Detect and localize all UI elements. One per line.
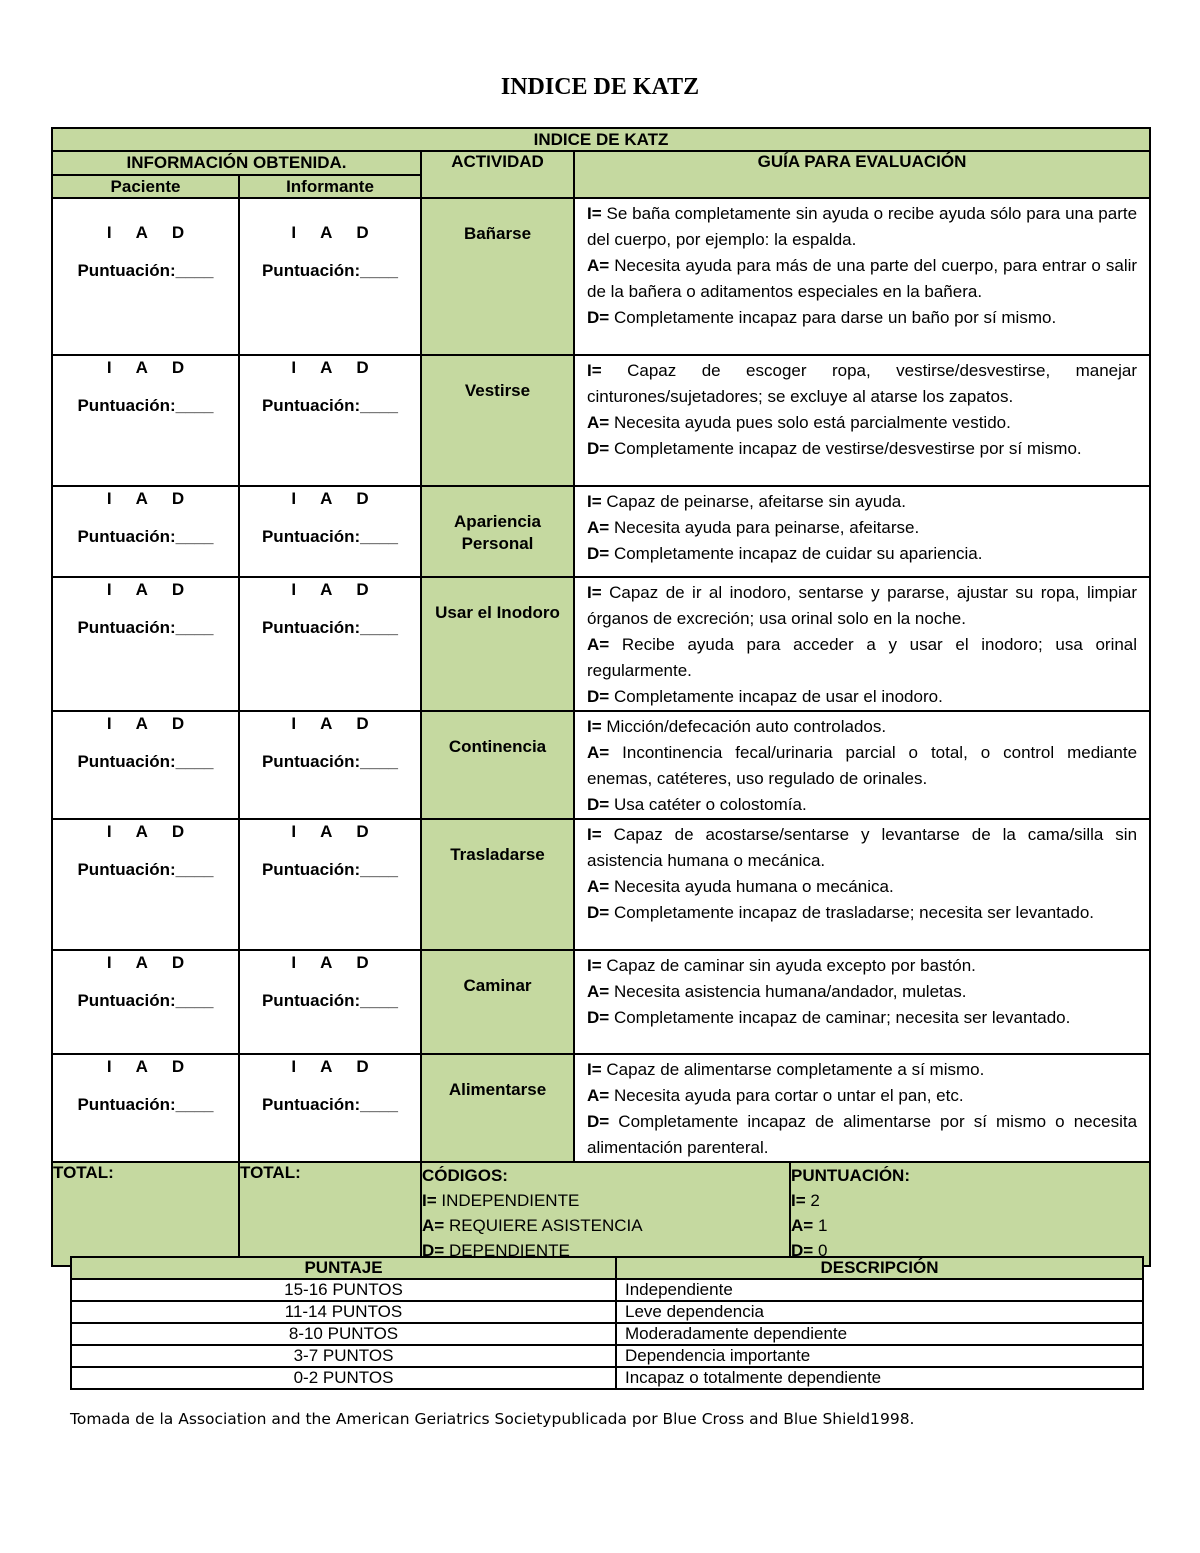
score-range: 3-7 PUNTOS — [71, 1345, 616, 1367]
iad-options[interactable]: I A D — [291, 489, 369, 508]
informante-score-cell[interactable] — [239, 355, 421, 486]
guide-code: A= — [587, 413, 610, 432]
score-label: Puntuación:____ — [77, 860, 214, 879]
points-legend — [790, 1162, 1150, 1266]
points-d: D= — [791, 1241, 814, 1260]
guide-text: Micción/defecación auto controlados. — [601, 717, 887, 736]
iad-options[interactable]: I A D — [106, 489, 185, 508]
guide-text: Completamente incapaz de usar el inodoro. — [609, 687, 943, 706]
guide-cell — [574, 950, 1150, 1054]
guide-code: I= — [587, 492, 602, 511]
guide-text: Completamente incapaz de alimentarse por sí mismo o necesita alimentación parenteral. — [587, 1112, 1138, 1157]
guide-text: Capaz de acostarse/sentarse y levantarse de la cama/silla sin asistencia humana o mecánica. — [587, 825, 1138, 870]
guide-cell — [574, 198, 1150, 355]
katz-index-table — [51, 127, 1151, 1267]
iad-options[interactable]: I A D — [106, 822, 185, 841]
informante-score-cell[interactable] — [239, 711, 421, 819]
guide-text: Necesita ayuda humana o mecánica. — [609, 877, 894, 896]
score-range: 0-2 PUNTOS — [71, 1367, 616, 1389]
guide-code: A= — [587, 743, 610, 762]
informante-score-cell[interactable] — [239, 198, 421, 355]
iad-options[interactable]: I A D — [291, 714, 369, 733]
points-i: I= — [791, 1191, 806, 1210]
informante-score-cell[interactable] — [239, 486, 421, 577]
informante-score-cell[interactable] — [239, 950, 421, 1054]
guide-cell — [574, 819, 1150, 950]
score-label: Puntuación:____ — [77, 396, 214, 415]
guide-code: I= — [587, 204, 602, 223]
code-i-text: INDEPENDIENTE — [436, 1191, 580, 1210]
score-range: 8-10 PUNTOS — [71, 1323, 616, 1345]
guide-text: Completamente incapaz de caminar; necesita ser levantado. — [609, 1008, 1071, 1027]
table-row — [71, 1323, 1143, 1345]
table-row — [52, 355, 1150, 486]
table-row — [52, 711, 1150, 819]
codes-legend — [421, 1162, 790, 1266]
guide-text: Completamente incapaz de trasladarse; necesita ser levantado. — [609, 903, 1094, 922]
guide-code: A= — [587, 982, 610, 1001]
activity-cell — [421, 577, 574, 711]
guide-code: I= — [587, 361, 602, 380]
iad-options[interactable]: I A D — [106, 580, 185, 599]
score-label: Puntuación:____ — [261, 860, 399, 879]
guide-code: I= — [587, 825, 602, 844]
col-descripcion-header: DESCRIPCIÓN — [616, 1257, 1143, 1279]
score-label: Puntuación:____ — [261, 1095, 399, 1114]
activity-cell — [421, 355, 574, 486]
iad-options[interactable]: I A D — [291, 1057, 369, 1076]
table-row — [52, 577, 1150, 711]
guide-text: Completamente incapaz de cuidar su apariencia. — [609, 544, 983, 563]
source-note: Tomada de la Association and the American Geriatrics Societypublicada por Blue Cross and Blue Shield1998. — [70, 1410, 915, 1428]
col-guia-header: GUÍA PARA EVALUACIÓN — [574, 151, 1150, 198]
guide-code: A= — [587, 1086, 610, 1105]
iad-options[interactable]: I A D — [106, 358, 185, 377]
guide-text: Se baña completamente sin ayuda o recibe ayuda sólo para una parte del cuerpo, por ejemplo: la espalda. — [587, 204, 1138, 249]
score-label: Puntuación:____ — [261, 991, 399, 1010]
guide-text: Capaz de caminar sin ayuda excepto por bastón. — [601, 956, 976, 975]
points-title: PUNTUACIÓN: — [791, 1166, 910, 1185]
paciente-score-cell[interactable] — [52, 355, 239, 486]
activity-label: Continencia — [448, 737, 547, 756]
guide-code: I= — [587, 956, 602, 975]
score-label: Puntuación:____ — [77, 1095, 214, 1114]
activity-label: Apariencia Personal — [454, 512, 541, 553]
score-label: Puntuación:____ — [77, 752, 214, 771]
guide-text: Recibe ayuda para acceder a y usar el inodoro; usa orinal regularmente. — [587, 635, 1138, 680]
guide-code: D= — [587, 439, 610, 458]
guide-text: Necesita ayuda para más de una parte del cuerpo, para entrar o salir de la bañera o aditamentos especiales en la bañera. — [587, 256, 1138, 301]
score-range: 11-14 PUNTOS — [71, 1301, 616, 1323]
guide-code: A= — [587, 635, 610, 654]
activity-cell — [421, 819, 574, 950]
guide-code: D= — [587, 903, 610, 922]
guide-cell — [574, 486, 1150, 577]
total-informante: TOTAL: — [239, 1162, 421, 1266]
guide-text: Completamente incapaz de vestirse/desvestirse por sí mismo. — [609, 439, 1082, 458]
guide-cell — [574, 711, 1150, 819]
activity-cell — [421, 950, 574, 1054]
guide-code: A= — [587, 877, 610, 896]
guide-text: Incontinencia fecal/urinaria parcial o total, o control mediante enemas, catéteres, uso regulado de orinales. — [587, 743, 1138, 788]
score-description: Moderadamente dependiente — [616, 1323, 1143, 1345]
paciente-score-cell[interactable] — [52, 711, 239, 819]
score-description: Independiente — [616, 1279, 1143, 1301]
code-d: D= — [422, 1241, 445, 1260]
table-row — [52, 950, 1150, 1054]
guide-text: Usa catéter o colostomía. — [609, 795, 807, 814]
table-row — [52, 1054, 1150, 1162]
paciente-score-cell[interactable] — [52, 577, 239, 711]
activity-cell — [421, 486, 574, 577]
guide-text: Necesita asistencia humana/andador, muletas. — [609, 982, 967, 1001]
informante-score-cell[interactable] — [239, 819, 421, 950]
informante-score-cell[interactable] — [239, 577, 421, 711]
guide-cell — [574, 355, 1150, 486]
score-label: Puntuación:____ — [77, 618, 214, 637]
activity-cell — [421, 198, 574, 355]
guide-code: I= — [587, 583, 602, 602]
guide-cell — [574, 1054, 1150, 1162]
guide-code: I= — [587, 717, 602, 736]
informante-score-cell[interactable] — [239, 1054, 421, 1162]
activity-label: Bañarse — [463, 224, 532, 243]
paciente-score-cell[interactable] — [52, 819, 239, 950]
paciente-score-cell[interactable] — [52, 486, 239, 577]
guide-code: D= — [587, 1112, 610, 1131]
score-label: Puntuación:____ — [77, 991, 214, 1010]
iad-options[interactable]: I A D — [291, 580, 369, 599]
paciente-score-cell[interactable] — [52, 1054, 239, 1162]
code-a-text: REQUIERE ASISTENCIA — [444, 1216, 643, 1235]
table-row — [52, 198, 1150, 355]
guide-code: D= — [587, 1008, 610, 1027]
activity-label: Usar el Inodoro — [435, 603, 560, 622]
guide-code: I= — [587, 1060, 602, 1079]
guide-text: Capaz de ir al inodoro, sentarse y pararse, ajustar su ropa, limpiar órganos de excreción; usa orinal solo en la noche. — [587, 583, 1138, 628]
table-row — [52, 486, 1150, 577]
total-paciente: TOTAL: — [52, 1162, 239, 1266]
score-description: Leve dependencia — [616, 1301, 1143, 1323]
score-label: Puntuación:____ — [77, 527, 214, 546]
score-description: Incapaz o totalmente dependiente — [616, 1367, 1143, 1389]
table-caption: INDICE DE KATZ — [52, 128, 1150, 151]
code-a: A= — [422, 1216, 445, 1235]
points-i-value: 2 — [805, 1191, 820, 1210]
col-informante-header: Informante — [239, 175, 421, 198]
guide-text: Capaz de alimentarse completamente a sí mismo. — [601, 1060, 985, 1079]
iad-options[interactable]: I A D — [291, 822, 369, 841]
guide-cell — [574, 577, 1150, 711]
iad-options[interactable]: I A D — [291, 358, 369, 377]
iad-options[interactable]: I A D — [291, 953, 369, 972]
activity-label: Alimentarse — [448, 1080, 547, 1099]
paciente-score-cell[interactable] — [52, 198, 239, 355]
guide-text: Completamente incapaz para darse un baño por sí mismo. — [609, 308, 1057, 327]
guide-code: D= — [587, 687, 610, 706]
score-label: Puntuación:____ — [261, 527, 399, 546]
score-label: Puntuación:____ — [261, 752, 399, 771]
score-description: Dependencia importante — [616, 1345, 1143, 1367]
table-row — [71, 1367, 1143, 1389]
iad-options[interactable]: I A D — [106, 223, 185, 242]
score-label: Puntuación:____ — [261, 618, 399, 637]
guide-text: Necesita ayuda para peinarse, afeitarse. — [609, 518, 920, 537]
document-title: INDICE DE KATZ — [500, 74, 700, 100]
iad-options[interactable]: I A D — [106, 714, 185, 733]
guide-code: A= — [587, 256, 610, 275]
activity-label: Trasladarse — [450, 845, 545, 864]
col-actividad-header: ACTIVIDAD — [421, 151, 574, 198]
guide-code: D= — [587, 544, 610, 563]
activity-label: Vestirse — [464, 381, 531, 400]
guide-code: D= — [587, 308, 610, 327]
codes-title: CÓDIGOS: — [422, 1166, 508, 1185]
guide-text: Capaz de peinarse, afeitarse sin ayuda. — [601, 492, 906, 511]
iad-options[interactable]: I A D — [106, 1057, 185, 1076]
col-paciente-header: Paciente — [52, 175, 239, 198]
guide-code: A= — [587, 518, 610, 537]
score-label: Puntuación:____ — [77, 261, 214, 280]
iad-options[interactable]: I A D — [106, 953, 185, 972]
table-row — [52, 819, 1150, 950]
score-table — [70, 1256, 1144, 1390]
activity-label: Caminar — [463, 976, 532, 995]
guide-code: D= — [587, 795, 610, 814]
code-d-text: DEPENDIENTE — [444, 1241, 570, 1260]
table-row — [71, 1279, 1143, 1301]
code-i: I= — [422, 1191, 437, 1210]
points-a-value: 1 — [813, 1216, 828, 1235]
guide-text: Capaz de escoger ropa, vestirse/desvestirse, manejar cinturones/sujetadores; se excluye al atarse los zapatos. — [587, 361, 1138, 406]
points-d-value: 0 — [813, 1241, 828, 1260]
guide-text: Necesita ayuda para cortar o untar el pan, etc. — [609, 1086, 964, 1105]
paciente-score-cell[interactable] — [52, 950, 239, 1054]
activity-cell — [421, 1054, 574, 1162]
guide-text: Necesita ayuda pues solo está parcialmente vestido. — [609, 413, 1011, 432]
points-a: A= — [791, 1216, 814, 1235]
activity-cell — [421, 711, 574, 819]
score-label: Puntuación:____ — [261, 396, 399, 415]
col-puntaje-header: PUNTAJE — [71, 1257, 616, 1279]
table-row — [71, 1345, 1143, 1367]
score-label: Puntuación:____ — [261, 261, 399, 280]
iad-options[interactable]: I A D — [291, 223, 369, 242]
table-row — [71, 1301, 1143, 1323]
col-info-header: INFORMACIÓN OBTENIDA. — [52, 151, 421, 175]
score-range: 15-16 PUNTOS — [71, 1279, 616, 1301]
